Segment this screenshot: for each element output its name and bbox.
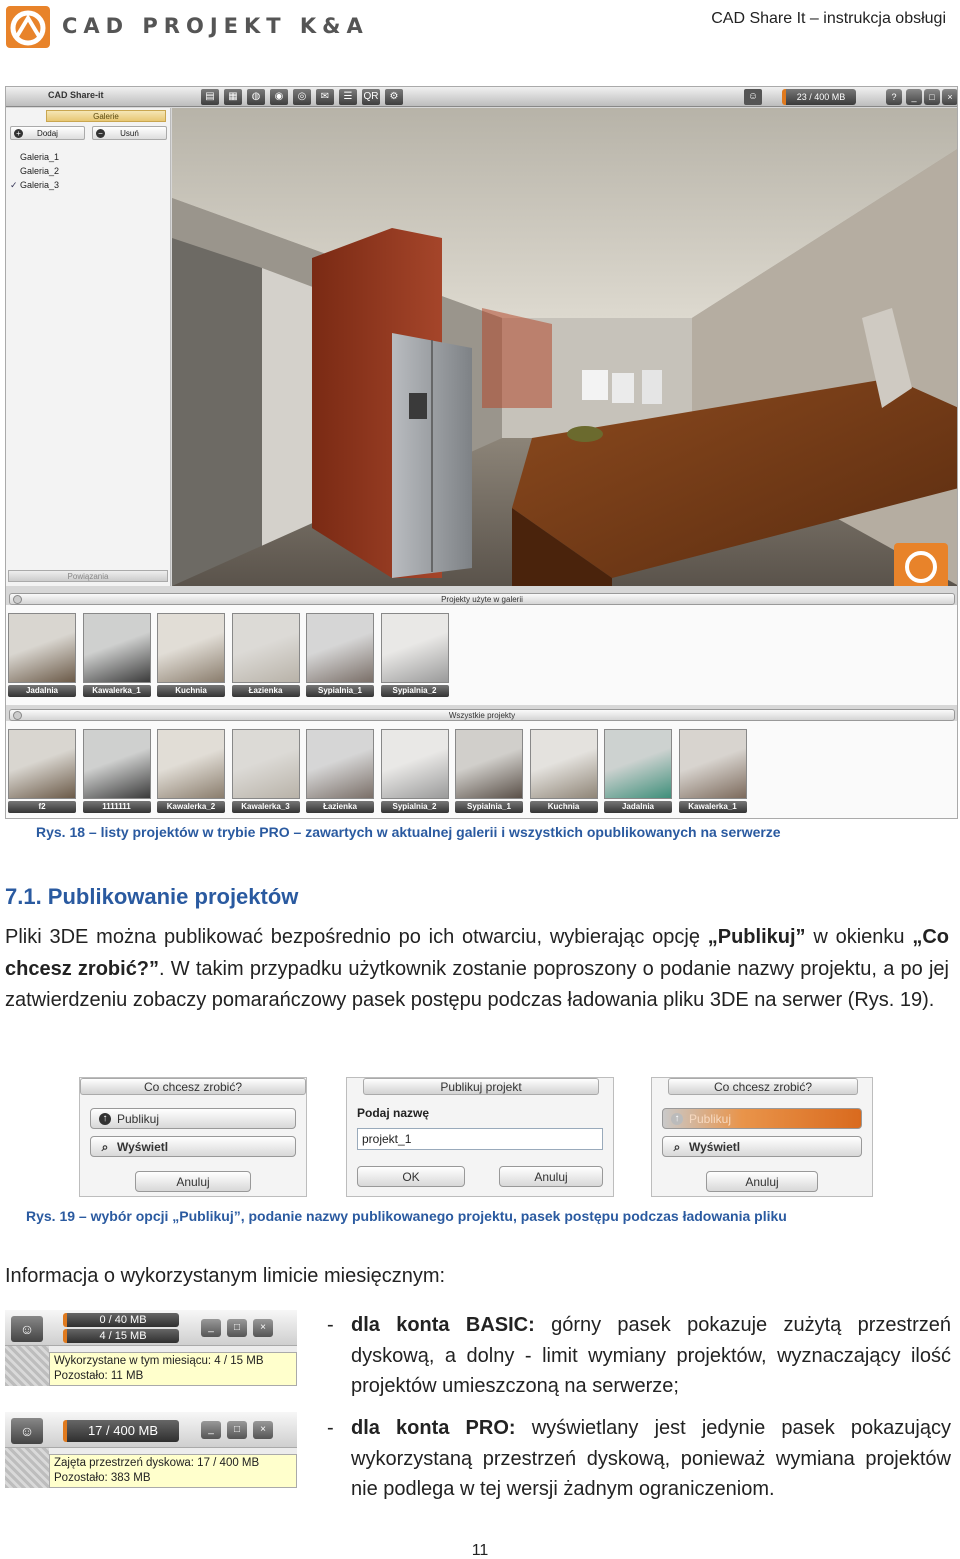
add-label: Dodaj xyxy=(37,129,58,138)
gallery-item[interactable] xyxy=(20,150,59,164)
tooltip-line-2: Pozostało: 383 MB xyxy=(54,1472,151,1484)
view-button[interactable] xyxy=(662,1136,862,1157)
project-thumbnail-label: Sypialnia_2 xyxy=(381,685,449,697)
project-thumbnail-image xyxy=(157,729,225,799)
mail-icon[interactable]: ✉ xyxy=(316,89,334,105)
para-bold-question: „Co chcesz zrobić?” xyxy=(5,926,949,980)
basic-account-bullet xyxy=(327,1310,951,1402)
bullet-bold: dla konta BASIC: xyxy=(351,1314,535,1336)
cancel-button[interactable]: Anuluj xyxy=(135,1171,251,1192)
bullet-text xyxy=(351,1413,951,1505)
project-thumbnail[interactable] xyxy=(604,729,672,815)
section-heading: 7.1. Publikowanie projektów xyxy=(5,884,299,909)
project-thumbnail-label: Kawalerka_2 xyxy=(157,801,225,813)
project-thumbnail[interactable] xyxy=(157,729,225,815)
gallery-projects-title: Projekty użyte w galerii xyxy=(441,595,523,604)
project-thumbnail[interactable] xyxy=(83,613,151,699)
project-thumbnail[interactable] xyxy=(83,729,151,815)
project-thumbnail[interactable] xyxy=(306,729,374,815)
project-thumbnail-image xyxy=(381,729,449,799)
project-thumbnail-label: Kawalerka_3 xyxy=(232,801,300,813)
figure-19-caption: Rys. 19 – wybór opcji „Publikuj”, podanie nazwy publikowanego projektu, pasek postępu podczas ładowania pliku xyxy=(26,1208,787,1224)
project-thumbnail-label: Jadalnia xyxy=(8,685,76,697)
kitchen-render-image xyxy=(172,108,958,586)
qr-icon[interactable]: QR xyxy=(362,89,380,105)
project-thumbnail-label: 1111111 xyxy=(83,801,151,813)
project-thumbnail-label: Sypialnia_2 xyxy=(381,801,449,813)
para-part-3: . W takim przypadku użytkownik zostanie poproszony o podanie nazwy projektu, a po jej zatwierdzeniu zobaczy pomarańczowy pasek postępu podczas ładowania pliku 3DE na serwer (Rys. 19). xyxy=(5,957,949,1011)
bullet-body: wyświetlany jest jedynie pasek pokazujący wykorzystaną przestrzeń dyskową, ponieważ wymiana projektów nie podlega w tej wersji żadnym ograniczeniom. xyxy=(351,1417,951,1500)
gallery-item[interactable] xyxy=(10,178,60,192)
project-thumbnail-label: Kuchnia xyxy=(530,801,598,813)
project-thumbnail[interactable] xyxy=(381,729,449,815)
close-button[interactable]: × xyxy=(942,89,958,105)
quota-bar[interactable]: 23 / 400 MB xyxy=(782,89,856,105)
help-button[interactable]: ? xyxy=(886,89,902,105)
save-icon[interactable]: ▦ xyxy=(224,89,242,105)
project-thumbnail-label: Łazienka xyxy=(232,685,300,697)
project-thumbnail[interactable] xyxy=(8,613,76,699)
app-toolbar xyxy=(6,87,958,107)
project-thumbnail[interactable] xyxy=(232,729,300,815)
gallery-item[interactable] xyxy=(20,164,59,178)
company-name: CAD PROJEKT K&A xyxy=(62,14,369,38)
what-to-do-dialog xyxy=(79,1077,307,1197)
camera-icon[interactable]: ◉ xyxy=(270,89,288,105)
bullet-text xyxy=(351,1310,951,1402)
3d-viewport[interactable] xyxy=(172,108,958,586)
project-thumbnail-label: Kuchnia xyxy=(157,685,225,697)
dialog-title: Publikuj projekt xyxy=(363,1078,599,1095)
search-icon: ⌕ xyxy=(101,1140,109,1154)
maximize-button[interactable]: □ xyxy=(924,89,940,105)
project-thumbnail-image xyxy=(83,613,151,683)
view-button[interactable] xyxy=(90,1136,296,1157)
publish-label: Publikuj xyxy=(117,1112,160,1126)
minimize-button[interactable]: _ xyxy=(201,1319,221,1337)
project-thumbnail-image xyxy=(232,729,300,799)
limit-tooltip xyxy=(49,1454,297,1488)
project-thumbnail-label: Kawalerka_1 xyxy=(83,685,151,697)
project-thumbnail[interactable] xyxy=(530,729,598,815)
app-title: CAD Share-it xyxy=(48,90,104,100)
publish-label: Publikuj xyxy=(689,1112,732,1126)
disk-usage-bar[interactable]: 17 / 400 MB xyxy=(63,1420,179,1442)
tooltip-line-1: Zajęta przestrzeń dyskowa: 17 / 400 MB xyxy=(54,1457,260,1469)
project-thumbnail-label: Sypialnia_1 xyxy=(306,685,374,697)
gallery-projects-header[interactable] xyxy=(9,593,955,605)
maximize-button[interactable]: □ xyxy=(227,1421,247,1439)
plus-icon: + xyxy=(14,129,23,138)
view-label: Wyświetl xyxy=(689,1140,741,1154)
cancel-button[interactable]: Anuluj xyxy=(499,1166,603,1187)
tooltip-line-2: Pozostało: 11 MB xyxy=(54,1370,144,1382)
project-thumbnail-label: f2 xyxy=(8,801,76,813)
globe-icon[interactable]: ◍ xyxy=(247,89,265,105)
limit-tooltip xyxy=(49,1352,297,1386)
publish-progress-bar xyxy=(662,1108,862,1129)
toolbar-icons xyxy=(201,89,403,105)
figure-18-caption: Rys. 18 – listy projektów w trybie PRO – zawartych w aktualnej galerii i wszystkich opublikowanych na serwerze xyxy=(36,824,781,840)
upload-icon: ↑ xyxy=(99,1113,111,1125)
project-thumbnail-label: Jadalnia xyxy=(604,801,672,813)
project-thumbnail[interactable] xyxy=(306,613,374,699)
upload-progress-dialog xyxy=(651,1077,873,1197)
gallery-item-label: Galeria_1 xyxy=(20,152,60,162)
project-thumbnail-image xyxy=(157,613,225,683)
gallery-item-label: Galeria_2 xyxy=(20,166,60,176)
add-gallery-button[interactable] xyxy=(10,126,85,140)
all-projects-title: Wszystkie projekty xyxy=(448,711,516,720)
bullet-body: górny pasek pokazuje zużytą przestrzeń dyskową, a dolny - limit wymiany projektów, wyznaczający ilość projektów umieszczoną na serwerze; xyxy=(351,1314,951,1397)
project-thumbnail-image xyxy=(306,729,374,799)
project-thumbnail[interactable] xyxy=(8,729,76,815)
all-projects-strip xyxy=(6,721,958,819)
project-thumbnail[interactable] xyxy=(679,729,747,815)
world-icon[interactable]: ◎ xyxy=(293,89,311,105)
pro-account-bullet xyxy=(327,1413,951,1505)
publish-button[interactable] xyxy=(90,1108,296,1129)
remove-gallery-button[interactable] xyxy=(92,126,167,140)
exchange-limit-bar[interactable]: 4 / 15 MB xyxy=(63,1329,179,1343)
app-screenshot xyxy=(5,86,958,819)
collapse-icon xyxy=(13,595,22,604)
pro-limit-screenshot xyxy=(5,1412,297,1488)
para-part-2: w okienku xyxy=(805,926,913,948)
limit-toolbar xyxy=(5,1412,297,1448)
user-icon[interactable]: ☺ xyxy=(744,89,762,105)
project-thumbnail-image xyxy=(604,729,672,799)
tab-galleries[interactable]: Galerie xyxy=(46,110,166,122)
background-pattern xyxy=(5,1448,49,1488)
gallery-sidebar xyxy=(6,108,171,586)
project-thumbnail-image xyxy=(306,613,374,683)
project-thumbnail-image xyxy=(8,613,76,683)
close-button[interactable]: × xyxy=(253,1421,273,1439)
project-thumbnail-label: Łazienka xyxy=(306,801,374,813)
minimize-button[interactable]: _ xyxy=(201,1421,221,1439)
name-label: Podaj nazwę xyxy=(357,1106,430,1120)
project-thumbnail-image xyxy=(381,613,449,683)
para-part-1: Pliki 3DE można publikować bezpośrednio po ich otwarciu, wybierając opcję xyxy=(5,926,708,948)
ok-button[interactable]: OK xyxy=(357,1166,465,1187)
bullet-dash: - xyxy=(327,1314,334,1336)
view-label: Wyświetl xyxy=(117,1140,169,1154)
project-thumbnail[interactable] xyxy=(157,613,225,699)
project-thumbnail-label: Sypialnia_1 xyxy=(455,801,523,813)
bullet-bold: dla konta PRO: xyxy=(351,1417,516,1439)
gallery-list xyxy=(10,150,60,192)
project-thumbnail-label: Kawalerka_1 xyxy=(679,801,747,813)
minus-icon: − xyxy=(96,129,105,138)
minimize-button[interactable]: _ xyxy=(906,89,922,105)
page-header xyxy=(0,0,960,60)
para-bold-publish: „Publikuj” xyxy=(707,926,806,948)
upload-icon: ↑ xyxy=(671,1113,683,1125)
list-icon[interactable]: ☰ xyxy=(339,89,357,105)
cancel-button[interactable]: Anuluj xyxy=(706,1171,818,1192)
project-thumbnail-image xyxy=(530,729,598,799)
associations-tab[interactable]: Powiązania xyxy=(8,570,168,582)
search-icon: ⌕ xyxy=(673,1140,681,1154)
collapse-icon xyxy=(13,711,22,720)
dialog-title: Co chcesz zrobić? xyxy=(668,1078,858,1095)
project-thumbnail[interactable] xyxy=(455,729,523,815)
gallery-item-label: Galeria_3 xyxy=(20,180,60,190)
checkmark-icon: ✓ xyxy=(10,180,18,190)
user-icon[interactable]: ☺ xyxy=(11,1418,43,1444)
user-icon[interactable]: ☺ xyxy=(11,1316,43,1342)
publish-project-dialog xyxy=(346,1077,614,1197)
basic-limit-screenshot xyxy=(5,1310,297,1386)
page-number: 11 xyxy=(471,1542,489,1559)
limit-toolbar xyxy=(5,1310,297,1346)
project-thumbnail-image xyxy=(232,613,300,683)
all-projects-header[interactable] xyxy=(9,709,955,721)
tooltip-line-1: Wykorzystane w tym miesiącu: 4 / 15 MB xyxy=(54,1355,264,1367)
project-name-input[interactable]: projekt_1 xyxy=(357,1128,603,1150)
remove-label: Usuń xyxy=(120,129,139,138)
gear-icon[interactable]: ⚙ xyxy=(385,89,403,105)
section-paragraph xyxy=(5,922,949,1017)
gallery-projects-strip xyxy=(6,605,958,705)
project-thumbnail-image xyxy=(8,729,76,799)
project-thumbnail-image xyxy=(455,729,523,799)
disk-usage-bar[interactable]: 0 / 40 MB xyxy=(63,1313,179,1327)
bullet-dash: - xyxy=(327,1417,334,1439)
dialog-title: Co chcesz zrobić? xyxy=(80,1078,306,1095)
company-logo-icon xyxy=(6,6,50,48)
background-pattern xyxy=(5,1346,49,1386)
project-thumbnail-image xyxy=(83,729,151,799)
folder-icon[interactable]: ▤ xyxy=(201,89,219,105)
document-title: CAD Share It – instrukcja obsługi xyxy=(711,10,946,27)
maximize-button[interactable]: □ xyxy=(227,1319,247,1337)
close-button[interactable]: × xyxy=(253,1319,273,1337)
limit-heading: Informacja o wykorzystanym limicie miesięcznym: xyxy=(5,1265,446,1287)
project-thumbnail-image xyxy=(679,729,747,799)
project-thumbnail[interactable] xyxy=(381,613,449,699)
project-thumbnail[interactable] xyxy=(232,613,300,699)
